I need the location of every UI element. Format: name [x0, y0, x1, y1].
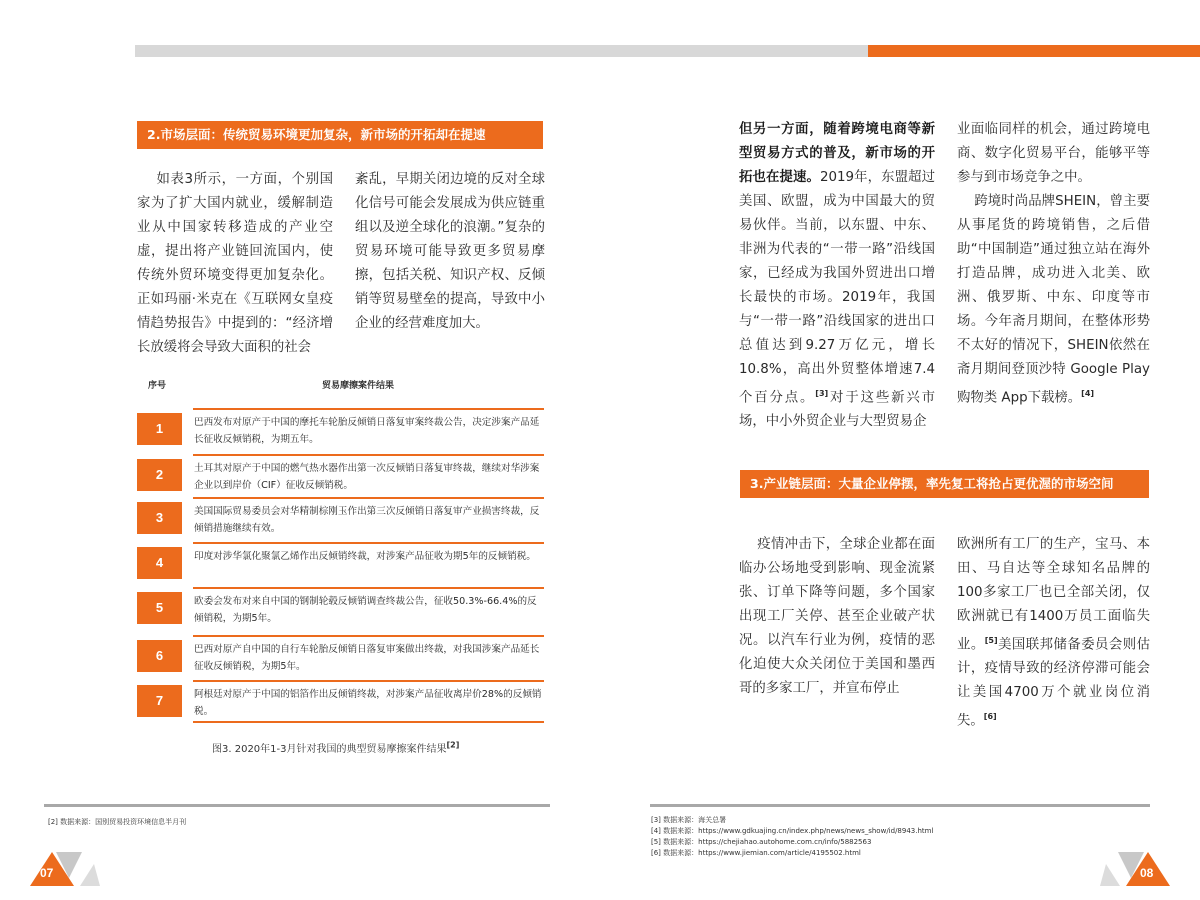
table-bottom-rule — [193, 721, 544, 723]
row-number: 5 — [137, 592, 182, 624]
footnote-3: [3] 数据来源：海关总署 — [651, 816, 727, 824]
row-number: 2 — [137, 459, 182, 491]
row-rule — [193, 497, 544, 499]
row-number: 6 — [137, 640, 182, 672]
left-column-2: 紊乱，早期关闭边境的反对全球化信号可能会发展成为供应链重组以及逆全球化的浪潮。”复杂的贸易环境可能导致更多贸易摩擦，包括关税、知识产权、反倾销等贸易壁垒的提高，导致中小企业的经营难度加大。 — [355, 172, 545, 331]
right-column-4: 欧洲所有工厂的生产，宝马、本田、马自达等全球知名品牌的100多家工厂也已全部关闭，仅欧洲就已有1400万员工面临失业。[5]美国联邦储备委员会则估计，疫情导致的经济停滞可能会让美国4700万个就业岗位消失。[6] — [957, 537, 1151, 729]
row-number: 1 — [137, 413, 182, 445]
table-row — [137, 587, 544, 627]
row-text: 印度对涉华氯化聚氯乙烯作出反倾销终裁，对涉案产品征收为期5年的反倾销税。 — [194, 551, 536, 562]
citation-5[interactable]: [5] — [984, 636, 998, 645]
citation-4[interactable]: [4] — [1081, 389, 1095, 398]
section-heading-supply-chain: 3.产业链层面：大量企业停摆，率先复工将抢占更优渥的市场空间 — [740, 470, 1149, 498]
right-column-3: 疫情冲击下，全球企业都在面临办公场地受到影响、现金流紧张、订单下降等问题，多个国家出现工厂关停、甚至企业破产状况。以汽车行业为例，疫情的恶化迫使大众关闭位于美国和墨西哥的多家工厂，并宣布停止 — [739, 537, 935, 696]
row-rule — [193, 454, 544, 456]
page-badge-left — [30, 850, 100, 886]
top-rule-grey — [135, 45, 868, 57]
footnote-4[interactable]: [4] 数据来源：https://www.gdkuajing.cn/index.php/news/news_show/id/8943.html — [651, 827, 934, 835]
table-row — [137, 454, 544, 494]
row-number: 7 — [137, 685, 182, 717]
citation-3[interactable]: [3] — [815, 389, 829, 398]
row-rule — [193, 635, 544, 637]
row-rule — [193, 587, 544, 589]
table-row — [137, 680, 544, 720]
table-row — [137, 635, 544, 675]
table-row — [137, 542, 544, 582]
footnote-6[interactable]: [6] 数据来源：https://www.jiemian.com/article/4195502.html — [651, 849, 861, 857]
page-badge-right — [1100, 850, 1170, 886]
page-number: 08 — [1140, 866, 1154, 880]
citation-6[interactable]: [6] — [983, 712, 997, 722]
triangle-decoration-icon — [1100, 850, 1170, 886]
figure-caption: 图3. 2020年1-3月针对我国的典型贸易摩擦案件结果[2] — [212, 740, 460, 755]
row-text: 美国国际贸易委员会对华精制棕刚玉作出第三次反倾销日落复审产业损害终裁，反倾销措施继续有效。 — [194, 506, 540, 534]
right-column-2: 业面临同样的机会，通过跨境电商、数字化贸易平台，能够平等参与到市场竞争之中。 跨境时尚品牌SHEIN，曾主要从事尾货的跨境销售，之后借助“中国制造”通过独立站在海外打造品牌，成功进入北美、欧洲、俄罗斯、中东、印度等市场。今年斋月期间，在整体形势不太好的情况下，SHEIN依然在斋月期间登顶沙特 Google Play购物类 App下载榜。[4] — [957, 122, 1151, 406]
table-row — [137, 497, 544, 537]
top-rule-orange — [868, 45, 1200, 57]
row-rule — [193, 542, 544, 544]
row-rule — [193, 680, 544, 682]
table-row — [137, 408, 544, 448]
page-number: 07 — [40, 866, 54, 880]
caption-citation[interactable]: [2] — [446, 740, 460, 750]
footnote-rule-left — [44, 804, 550, 807]
row-text: 巴西发布对原产于中国的摩托车轮胎反倾销日落复审案终裁公告，决定涉案产品延长征收反倾销税，为期五年。 — [194, 417, 540, 445]
footnote-5[interactable]: [5] 数据来源：https://chejiahao.autohome.com.cn/info/5882563 — [651, 838, 872, 846]
left-column-1: 如表3所示，一方面，个别国家为了扩大国内就业，缓解制造业从中国家转移造成的产业空虚，提出将产业链回流国内，使传统外贸环境变得更加复杂化。正如玛丽·米克在《互联网女皇疫情趋势报告》中提到的：“经济增长放缓将会导致大面积的社会 — [137, 172, 333, 355]
table-header-no: 序号 — [148, 381, 167, 391]
footnote-rule-right — [650, 804, 1150, 807]
row-number: 3 — [137, 502, 182, 534]
row-number: 4 — [137, 547, 182, 579]
right-column-1: 但另一方面，随着跨境电商等新型贸易方式的普及，新市场的开拓也在提速。2019年，东盟超过美国、欧盟，成为中国最大的贸易伙伴。当前，以东盟、中东、非洲为代表的“一带一路”沿线国家，已经成为我国外贸进出口增长最快的市场。2019年，我国与“一带一路”沿线国家的进出口总值达到9.27万亿元，增长10.8%，高出外贸整体增速7.4个百分点。[3]对于这些新兴市场，中小外贸企业与大型贸易企 — [739, 122, 936, 430]
section-heading-market: 2.市场层面：传统贸易环境更加复杂，新市场的开拓却在提速 — [137, 121, 543, 149]
row-text: 巴西对原产自中国的自行车轮胎反倾销日落复审案做出终裁，对我国涉案产品延长征收反倾销税，为期5年。 — [194, 644, 540, 672]
row-text: 土耳其对原产于中国的燃气热水器作出第一次反倾销日落复审终裁，继续对华涉案企业以到岸价（CIF）征收反倾销税。 — [194, 463, 540, 491]
row-rule — [193, 408, 544, 410]
row-text: 阿根廷对原产于中国的铝箔作出反倾销终裁，对涉案产品征收离岸价28%的反倾销税。 — [194, 689, 542, 717]
footnote-left: [2] 数据来源：国别贸易投资环境信息半月刊 — [48, 818, 187, 826]
row-text: 欧委会发布对来自中国的钢制轮毂反倾销调查终裁公告，征收50.3%-66.4%的反倾销税，为期5年。 — [194, 596, 537, 624]
table-header-result: 贸易摩擦案件结果 — [322, 381, 395, 391]
